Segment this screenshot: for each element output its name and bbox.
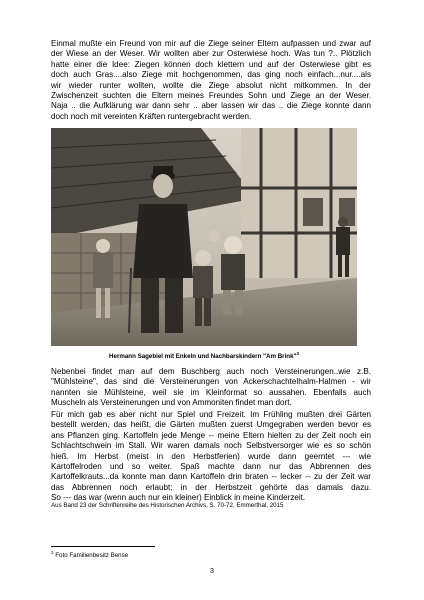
gardens-line: Schlachtschwein im Stall. Wir waren damals noch Selbstversorger wie es so schön [51, 441, 371, 451]
caption-footnote-ref: 3 [296, 351, 299, 356]
gardens-line: So --- das war (wenn auch nur ein kleiner) Einblick in meine Kinderzeit. [51, 493, 306, 503]
photo-caption-text: Hermann Sagebiel mit Enkeln und Nachbarskindern "Am Brink" [109, 353, 297, 361]
footnote [51, 549, 128, 560]
footnote-divider [51, 546, 155, 547]
gardens-line: das Abbrennen noch erlaubt; in der Herbstzeit gehörte das damals dazu. [51, 482, 371, 492]
gardens-line: Für mich gab es aber nicht nur Spiel und Freizeit. Im Frühling mußten drei Gärten [51, 410, 371, 419]
goat-story-line: Zwischenzeit suchten die Eltern meines Freundes Sohn und Ziege an der Weser. [51, 91, 371, 101]
goat-story-line: doch noch mit vereinten Kräften runtergebracht werden. [51, 111, 252, 121]
goat-story-line: der Wiese an der Weser. Wir wollten aber zur Osterwiese hoch. Was tun ?.. Plötzlich [51, 49, 371, 59]
goat-story-line: hatte einer die Idee: Ziegen können doch klettern und auf der Osterwiese gibt es [51, 59, 371, 69]
gardens-line: hieß. Im Herbst (meist in den Herbstferien) wurde dann geerntet --- wie [51, 451, 371, 461]
footnote-number: 3 [51, 550, 54, 555]
fossils-line: nannten sie Mühlsteine, weil sie im Kleinformat so aussahen. Ebenfalls auch [51, 387, 371, 397]
paragraph-goat-story [51, 39, 371, 122]
historic-photo [51, 128, 357, 346]
fossils-line: "Mühlsteine", das sind die Versteinerungen von Ackerschachtelhalm-Halmen - wir [51, 377, 371, 387]
gardens-line: bestellt werden, das heißt, die Gärten mußten zuerst Umgegraben werden bevor es [51, 420, 371, 430]
photo-caption [51, 350, 357, 361]
gardens-line: ans Pflanzen ging. Kartoffeln jede Menge -- meine Eltern hielten zu der Zeit noch ein [51, 430, 371, 440]
fossils-line: Nebenbei findet man auf dem Buschberg auch noch Versteinerungen..wie z.B. [51, 367, 371, 376]
footnote-text: Foto Familienbesitz Bense [55, 552, 129, 560]
goat-story-line: Naja .. die Aufklärung war dann sehr .. aber lassen wir das .. die Ziege konnte dann [51, 101, 371, 111]
goat-story-line: Einmal mußte ein Freund von mir auf die Ziege seiner Eltern aufpassen und zwar auf [51, 39, 371, 48]
gardens-line: Kartoffelkrauts...da konnte man dann Kartoffeln drin braten -- lecker -- zu der Zeit war [51, 472, 371, 482]
page-number: 3 [210, 568, 214, 575]
paragraph-gardens [51, 410, 371, 504]
gardens-line: Kartoffelroden und so weiter. Spaß machte dann nur das Abbrennen des [51, 462, 371, 472]
fossils-line: Muscheln als Versteinerungen und von Ammoniten findet man dort. [51, 398, 292, 408]
source-citation: Aus Band 23 der Schriftenreihe des Historischen Archivs, S. 70-72, Emmerthal, 2015 [51, 502, 284, 509]
paragraph-fossils [51, 367, 371, 409]
goat-story-line: doch auch Gras....also Ziege mit hochgenommen, das ging noch einfach...nur....als [51, 70, 371, 80]
goat-story-line: wir wieder runter wollten, wollte die Ziege absolut nicht mitkommen. In der [51, 80, 371, 90]
